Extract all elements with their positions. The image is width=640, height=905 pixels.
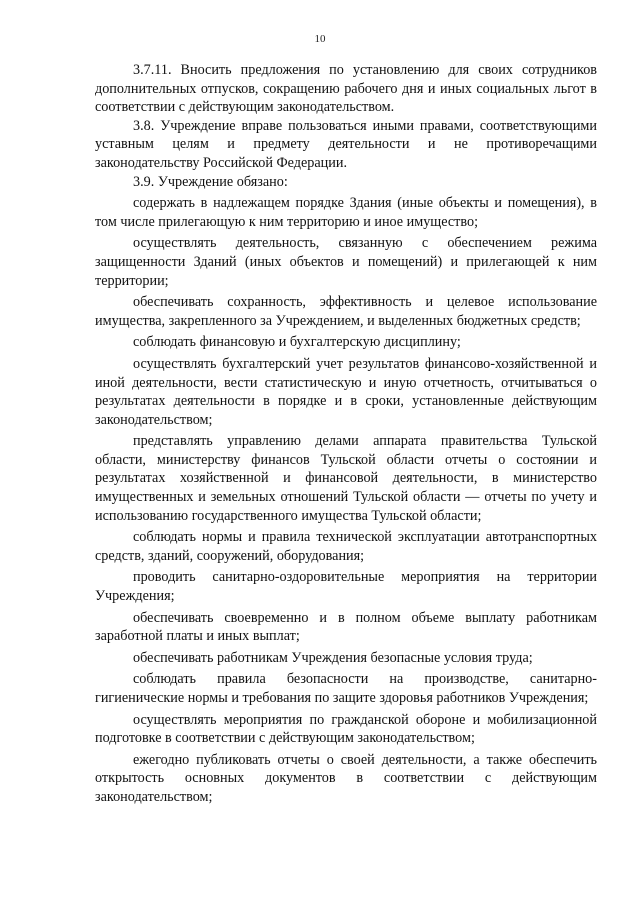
obligation-item: соблюдать финансовую и бухгалтерскую дисциплину;	[133, 334, 461, 351]
obligation-item: обеспечивать сохранность, эффективность и целевое использование имущества, закрепленного за Учреждением, и выделенных бюджетных средств;	[95, 294, 597, 329]
obligation-item: соблюдать правила безопасности на производстве, санитарно-гигиенические нормы и требования по защите здоровья работников Учреждения;	[95, 671, 597, 706]
obligation-item: содержать в надлежащем порядке Здания (иные объекты и помещения), в том числе прилегающую к ним территорию и иное имущество;	[95, 195, 597, 230]
obligation-item: осуществлять деятельность, связанную с обеспечением режима защищенности Зданий (иных объектов и помещений) и прилегающей к ним территории;	[95, 235, 597, 289]
document-body	[95, 61, 597, 807]
obligation-item: обеспечивать работникам Учреждения безопасные условия труда;	[133, 649, 533, 666]
paragraph-3-8: 3.8. Учреждение вправе пользоваться иными правами, соответствующими уставным целям и предмету деятельности и не противоречащими законодательству Российской Федерации.	[95, 117, 597, 171]
page-number: 10	[314, 33, 326, 45]
paragraph-3-9-heading: 3.9. Учреждение обязано:	[133, 173, 288, 190]
obligation-item: представлять управлению делами аппарата правительства Тульской области, министерству финансов Тульской области отчеты о состоянии и результатах хозяйственной и финансовой деятельности, в министерство имущественных и земельных отношений Тульской области — отчеты по учету и использованию государственного имущества Тульской области;	[95, 433, 597, 524]
paragraph-3-7-11: 3.7.11. Вносить предложения по установлению для своих сотрудников дополнительных отпусков, сокращению рабочего дня и иных социальных льгот в соответствии с действующим законодательством.	[95, 62, 597, 116]
obligation-item: осуществлять мероприятия по гражданской обороне и мобилизационной подготовке в соответствии с действующим законодательством;	[95, 711, 597, 747]
obligation-item: проводить санитарно-оздоровительные мероприятия на территории Учреждения;	[95, 569, 597, 605]
obligation-item: обеспечивать своевременно и в полном объеме выплату работникам заработной платы и иных выплат;	[95, 609, 597, 645]
obligation-item: ежегодно публиковать отчеты о своей деятельности, а также обеспечить открытость основных документов в соответствии с действующим законодательством;	[95, 751, 597, 805]
obligation-item: осуществлять бухгалтерский учет результатов финансово-хозяйственной и иной деятельности, вести статистическую и иную отчетность, отчитываться о результатах деятельности в порядке и в сроки, установленные действующим законодательством;	[95, 355, 597, 428]
obligation-item: соблюдать нормы и правила технической эксплуатации автотранспортных средств, зданий, сооружений, оборудования;	[95, 529, 597, 564]
